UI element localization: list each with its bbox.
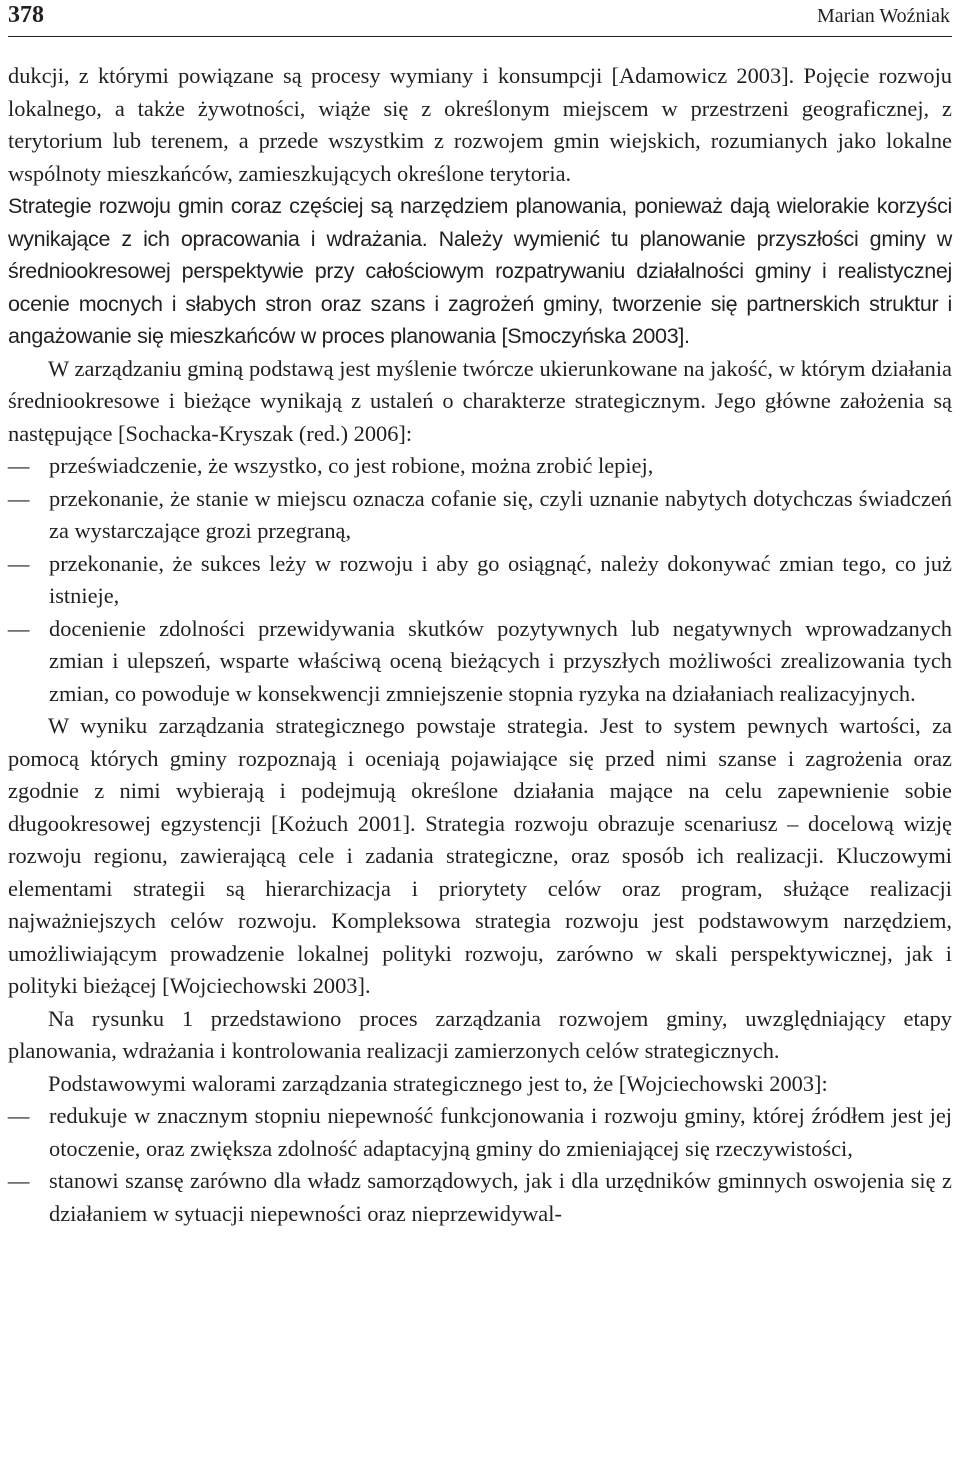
list-item: – przekonanie, że sukces leży w rozwoju i aby go osiągnąć, należy dokonywać zmian tego, co już istnieje,	[8, 548, 952, 613]
paragraph: W wyniku zarządzania strategicznego powstaje strategia. Jest to system pewnych wartości, za pomocą których gminy rozpoznają i oceniają pojawiające się przed nimi szanse i zagrożenia oraz zgodnie z nimi wybierają i podejmują określone działania mające na celu zapewnienie sobie długookresowej egzystencji [Kożuch 2001]. Strategia rozwoju obrazuje scenariusz – docelową wizję rozwoju regionu, zawierającą cele i zadania strategiczne, oraz sposób ich realizacji. Kluczowymi elementami strategii są hierarchizacja i priorytety celów oraz program, służące realizacji najważniejszych celów rozwoju. Kompleksowa strategia rozwoju jest podstawowym narzędziem, umożliwiającym prowadzenie lokalnej polityki rozwoju, zarówno w skali perspektywicznej, jak i polityki bieżącej [Wojciechowski 2003].	[8, 713, 952, 998]
list-item: – docenienie zdolności przewidywania skutków pozytywnych lub negatywnych wprowadzanych zmian i ulepszeń, wsparte właściwą oceną bieżących i przyszłych możliwości zrealizowania tych zmian, co powoduje w konsekwencji zmniejszenie stopnia ryzyka na działaniach realizacyjnych.	[8, 613, 952, 711]
dash-list	[8, 450, 952, 710]
list-item: – przekonanie, że stanie w miejscu oznacza cofanie się, czyli uznanie nabytych dotychczas świadczeń za wystarczające grozi przegraną,	[8, 483, 952, 548]
list-item: – przeświadczenie, że wszystko, co jest robione, można zrobić lepiej,	[8, 450, 952, 483]
body-text	[8, 60, 952, 1230]
list-item: – stanowi szansę zarówno dla władz samorządowych, jak i dla urzędników gminnych oswojenia się z działaniem w sytuacji niepewności oraz nieprzewidywal-	[8, 1165, 952, 1230]
dash-list	[8, 1100, 952, 1230]
list-item: – redukuje w znacznym stopniu niepewność funkcjonowania i rozwoju gminy, której źródłem jest jej otoczenie, oraz zwiększa zdolność adaptacyjną gminy do zmieniającej się rzeczywistości,	[8, 1100, 952, 1165]
paragraph: Strategie rozwoju gmin coraz częściej są narzędziem planowania, ponieważ dają wielorakie korzyści wynikające z ich opracowania i wdrażania. Należy wymienić tu planowanie przyszłości gminy w średniookresowej perspektywie przy całościowym rozpatrywaniu działalności gminy i realistycznej ocenie mocnych i słabych stron oraz szans i zagrożeń gminy, tworzenie się partnerskich struktur i angażowanie się mieszkańców w proces planowania [Smoczyńska 2003].	[8, 194, 952, 348]
page-number: 378	[8, 2, 44, 28]
paragraph: dukcji, z którymi powiązane są procesy wymiany i konsumpcji [Adamowicz 2003]. Pojęcie rozwoju lokalnego, a także żywotności, wiąże się z określonym miejscem w przestrzeni geograficznej, z terytorium lub terenem, a przede wszystkim z rozwojem gmin wiejskich, rozumianych jako lokalne wspólnoty mieszkańców, zamieszkujących określone terytoria.	[8, 63, 952, 186]
paragraph: Podstawowymi walorami zarządzania strategicznego jest to, że [Wojciechowski 2003]:	[48, 1070, 828, 1096]
running-head-author: Marian Woźniak	[817, 5, 950, 27]
page-header	[8, 0, 952, 37]
paragraph: Na rysunku 1 przedstawiono proces zarządzania rozwojem gminy, uwzględniający etapy planowania, wdrażania i kontrolowania realizacji zamierzonych celów strategicznych.	[8, 1005, 952, 1063]
paragraph: W zarządzaniu gminą podstawą jest myślenie twórcze ukierunkowane na jakość, w którym działania średniookresowe i bieżące wynikają z ustaleń o charakterze strategicznym. Jego główne założenia są następujące [Sochacka-Kryszak (red.) 2006]:	[8, 355, 952, 446]
